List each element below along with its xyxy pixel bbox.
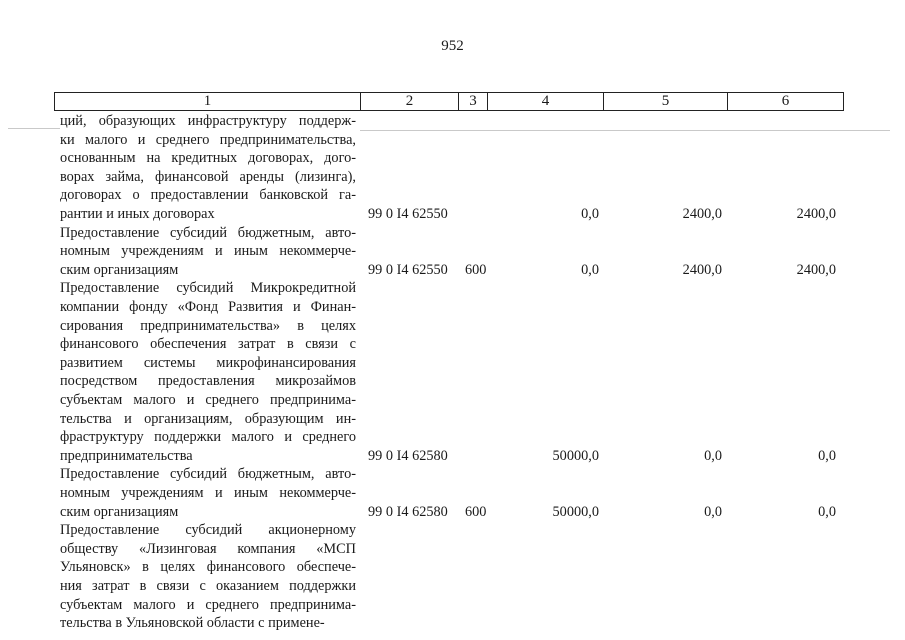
column-header-3: 3	[459, 93, 488, 111]
description-line: компании фонду «Фонд Развития и Финан-	[60, 298, 356, 315]
description-line: основанным на кредитных договорах, дого-	[60, 150, 356, 167]
description-line: договорах о предоставлении банковской га-	[60, 187, 356, 204]
description-line: финансового обеспечения затрат в связи с	[60, 336, 356, 353]
table-row	[0, 112, 905, 224]
description-line: сирования предпринимательства» в целях	[60, 317, 356, 334]
row-value-col5: 2400,0	[682, 206, 722, 222]
description-line: ским организациям	[60, 261, 179, 278]
row-value-col4: 0,0	[581, 206, 599, 222]
column-header-5: 5	[604, 93, 728, 111]
description-line: ния затрат в связи с оказанием поддержки	[60, 577, 356, 594]
row-value-col4: 50000,0	[552, 503, 599, 520]
row-value-col5: 2400,0	[682, 261, 722, 278]
table-row	[0, 224, 905, 280]
row-code: 99 0 I4 62550	[368, 206, 448, 222]
description-line: Ульяновск» в целях финансового обеспече-	[60, 559, 356, 576]
row-description	[60, 521, 356, 633]
row-code: 99 0 I4 62580	[368, 503, 448, 520]
row-value-col4: 50000,0	[552, 447, 599, 464]
row-description	[60, 224, 356, 280]
description-line: фраструктуру поддержки малого и среднего	[60, 429, 356, 446]
row-value-col5: 0,0	[704, 447, 722, 464]
description-line: номным учреждениям и иным некоммерче-	[60, 243, 356, 260]
row-value-col4: 0,0	[581, 261, 599, 278]
row-expense-type: 600	[465, 261, 487, 278]
column-header-row	[55, 93, 844, 111]
row-value-col6: 0,0	[818, 503, 836, 520]
row-description	[60, 112, 356, 224]
row-value-col6: 0,0	[818, 447, 836, 464]
column-header-4: 4	[488, 93, 604, 111]
row-expense-type: 600	[465, 503, 487, 520]
row-code: 99 0 I4 62580	[368, 447, 448, 464]
description-line: ским организациям	[60, 503, 179, 520]
description-line: ки малого и среднего предпринимательства,	[60, 131, 356, 148]
description-line: посредством предоставления микрозаймов	[60, 373, 356, 390]
description-line: рантии и иных договорах	[60, 205, 215, 222]
row-code: 99 0 I4 62550	[368, 261, 448, 278]
description-line: Предоставление субсидий бюджетным, авто-	[60, 466, 356, 483]
description-line: ций, образующих инфраструктуру поддерж-	[60, 113, 356, 129]
row-description	[60, 279, 356, 465]
column-header-1: 1	[55, 93, 361, 111]
row-value-col6: 2400,0	[796, 206, 836, 222]
description-line: субъектам малого и среднего предпринима-	[60, 391, 356, 408]
row-value-col6: 2400,0	[796, 261, 836, 278]
description-line: тельства и организациям, образующим ин-	[60, 410, 356, 427]
table-row	[0, 465, 905, 521]
table-row	[0, 279, 905, 465]
column-header-2: 2	[361, 93, 459, 111]
description-line: субъектам малого и среднего предпринима-	[60, 596, 356, 613]
row-value-col5: 0,0	[704, 503, 722, 520]
description-line: тельства в Ульяновской области с примене-	[60, 615, 325, 632]
description-line: Предоставление субсидий акционерному	[60, 522, 356, 539]
description-line: обществу «Лизинговая компания «МСП	[60, 540, 356, 557]
description-line: Предоставление субсидий бюджетным, авто-	[60, 224, 356, 241]
column-header-6: 6	[728, 93, 844, 111]
table-row	[0, 521, 905, 633]
description-line: номным учреждениям и иным некоммерче-	[60, 484, 356, 501]
description-line: ворах займа, финансовой аренды (лизинга),	[60, 168, 356, 185]
description-line: предпринимательства	[60, 447, 193, 464]
description-line: развитием системы микрофинансирования	[60, 354, 356, 371]
column-header-table	[54, 92, 844, 111]
row-description	[60, 465, 356, 521]
description-line: Предоставление субсидий Микрокредитной	[60, 280, 356, 297]
page-number: 952	[441, 38, 464, 54]
